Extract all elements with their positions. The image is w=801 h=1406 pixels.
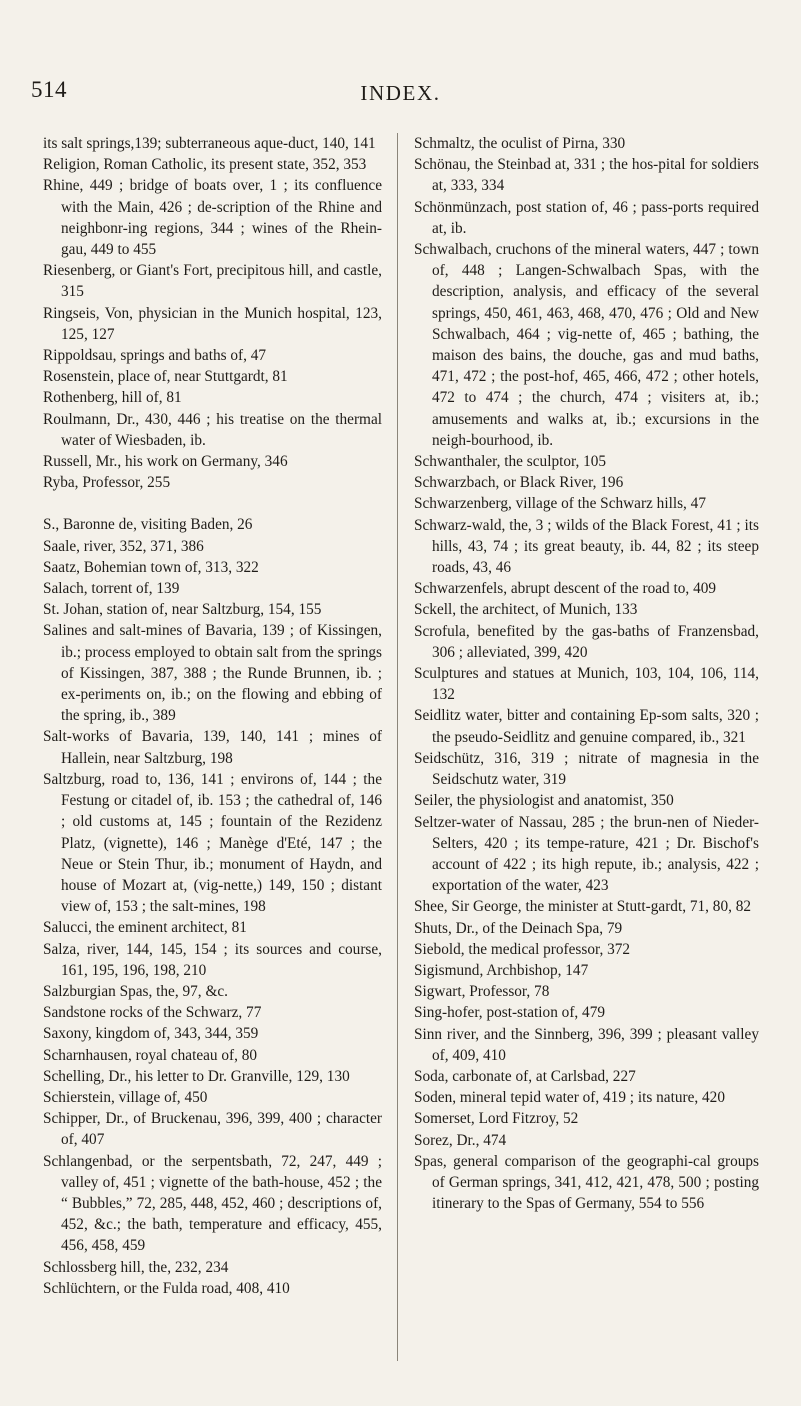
index-entry: Schlossberg hill, the, 232, 234	[43, 1258, 229, 1276]
index-entry: Soden, mineral tepid water of, 419 ; its nature, 420	[414, 1089, 725, 1107]
index-entry: Schelling, Dr., his letter to Dr. Granville, 129, 130	[43, 1067, 350, 1085]
index-entry: S., Baronne de, visiting Baden, 26	[43, 516, 253, 534]
index-entry: Spas, general comparison of the geographi-cal groups of German springs, 341, 412, 421, 478, 500 ; posting itinerary to the Spas of Germany, 554 to 556	[414, 1152, 759, 1213]
index-entry: Scrofula, benefited by the gas-baths of Franzensbad, 306 ; alleviated, 399, 420	[414, 622, 759, 661]
index-entry: Schwalbach, cruchons of the mineral waters, 447 ; town of, 448 ; Langen-Schwalbach Spas, with the description, analysis, and efficacy of the several springs, 450, 461, 463, 468, 470, 476 ; Old and New Schwalbach, 464 ; vig-nette of, 465 ; bathing, the maison des bains, the douche, gas and mud baths, 471, 472 ; the post-hof, 465, 466, 472 ; other hotels, 472 to 474 ; the church, 474 ; visiters at, ib.; amusements and walks at, ib.; excursions in the neigh-bourhood, ib.	[414, 241, 759, 449]
index-entry: Salines and salt-mines of Bavaria, 139 ; of Kissingen, ib.; process employed to obtain salt from the springs of Kissingen, 387, 388 ; the Runde Brunnen, ib. ; ex-periments on, ib.; on the flowing and ebbing of the spring, ib., 389	[43, 622, 382, 725]
index-entry: Rippoldsau, springs and baths of, 47	[43, 347, 267, 365]
index-entry: Schwarzbach, or Black River, 196	[414, 474, 624, 492]
index-entry: Scharnhausen, royal chateau of, 80	[43, 1046, 258, 1064]
index-entry: Schlangenbad, or the serpentsbath, 72, 247, 449 ; valley of, 451 ; vignette of the bath-house, 452 ; the “ Bubbles,” 72, 285, 448, 452, 460 ; descriptions of, 452, &c.; the bath, temperature and efficacy, 455, 456, 458, 459	[43, 1152, 382, 1255]
index-entry: Riesenberg, or Giant's Fort, precipitous hill, and castle, 315	[43, 262, 382, 301]
index-entry: Seidschütz, 316, 319 ; nitrate of magnesia in the Seidschutz water, 319	[414, 749, 759, 789]
index-entry: Sandstone rocks of the Schwarz, 77	[43, 1004, 262, 1022]
index-entry: Schönmünzach, post station of, 46 ; pass-ports required at, ib.	[414, 198, 759, 237]
index-entry: Sigismund, Archbishop, 147	[414, 961, 589, 979]
index-entry: Sing-hofer, post-station of, 479	[414, 1004, 606, 1022]
index-entry: Roulmann, Dr., 430, 446 ; his treatise on the thermal water of Wiesbaden, ib.	[43, 410, 382, 449]
index-entry: its salt springs,139; subterraneous aque-duct, 140, 141	[43, 135, 376, 152]
index-entry: Sigwart, Professor, 78	[414, 983, 550, 1001]
index-entry: Sckell, the architect, of Munich, 133	[414, 601, 638, 619]
index-entry: Salach, torrent of, 139	[43, 580, 180, 598]
index-entry: Somerset, Lord Fitzroy, 52	[414, 1110, 579, 1128]
index-column-left	[43, 133, 382, 1299]
index-column-right	[414, 133, 759, 1214]
index-entry: Russell, Mr., his work on Germany, 346	[43, 453, 288, 471]
index-entry: Schwarz-wald, the, 3 ; wilds of the Black Forest, 41 ; its hills, 43, 74 ; its great beauty, ib. 44, 82 ; its steep roads, 43, 46	[414, 516, 759, 577]
index-entry: Sculptures and statues at Munich, 103, 104, 106, 114, 132	[414, 665, 759, 704]
index-entry: Siebold, the medical professor, 372	[414, 940, 631, 958]
index-entry: Saatz, Bohemian town of, 313, 322	[43, 558, 259, 576]
index-entry: Seiler, the physiologist and anatomist, 350	[414, 792, 674, 810]
index-entry: Ryba, Professor, 255	[43, 474, 171, 492]
index-entry: Saale, river, 352, 371, 386	[43, 537, 204, 555]
index-entry: Seidlitz water, bitter and containing Ep-som salts, 320 ; the pseudo-Seidlitz and genuine compared, ib., 321	[414, 707, 759, 746]
index-entry: Soda, carbonate of, at Carlsbad, 227	[414, 1067, 636, 1085]
index-entry: Schwarzenberg, village of the Schwarz hills, 47	[414, 495, 706, 513]
index-entry: Saxony, kingdom of, 343, 344, 359	[43, 1025, 259, 1043]
index-entry: Sinn river, and the Sinnberg, 396, 399 ; pleasant valley of, 409, 410	[414, 1025, 759, 1064]
index-entry: Religion, Roman Catholic, its present state, 352, 353	[43, 156, 367, 174]
index-entry: Sorez, Dr., 474	[414, 1131, 507, 1149]
page-number: 514	[31, 77, 67, 102]
index-entry: Salucci, the eminent architect, 81	[43, 919, 247, 937]
index-entry: Saltzburg, road to, 136, 141 ; environs of, 144 ; the Festung or citadel of, ib. 153 ; the cathedral of, 146 ; old customs at, 145 ; fountain of the Rezidenz Platz, (vignette), 146 ; Manège d'Eté, 147 ; the Neue or Stein Thur, ib.; monument of Haydn, and house of Mozart at, (vig-nette,) 149, 150 ; distant view of, 153 ; the salt-mines, 198	[43, 770, 382, 916]
index-entry: Rothenberg, hill of, 81	[43, 389, 182, 407]
index-entry: Schipper, Dr., of Bruckenau, 396, 399, 400 ; character of, 407	[43, 1110, 382, 1149]
index-entry: Rosenstein, place of, near Stuttgardt, 81	[43, 368, 288, 386]
index-entry: Ringseis, Von, physician in the Munich hospital, 123, 125, 127	[43, 304, 382, 343]
index-entry: Seltzer-water of Nassau, 285 ; the brun-nen of Nieder-Selters, 420 ; its tempe-rature, 421 ; Dr. Bischof's account of 422 ; its high repute, ib.; analysis, 422 ; exportation of the water, 423	[414, 813, 759, 895]
index-entry: Schönau, the Steinbad at, 331 ; the hos-pital for soldiers at, 333, 334	[414, 156, 759, 195]
column-divider	[397, 133, 398, 1361]
index-entry: Salt-works of Bavaria, 139, 140, 141 ; mines of Hallein, near Saltzburg, 198	[43, 728, 382, 767]
index-entry: Schlüchtern, or the Fulda road, 408, 410	[43, 1279, 290, 1297]
index-entry: St. Johan, station of, near Saltzburg, 154, 155	[43, 601, 322, 619]
index-entry: Schierstein, village of, 450	[43, 1088, 208, 1106]
index-entry: Shuts, Dr., of the Deinach Spa, 79	[414, 919, 623, 937]
index-entry: Salzburgian Spas, the, 97, &c.	[43, 982, 228, 1000]
index-entry: Schmaltz, the oculist of Pirna, 330	[414, 135, 626, 152]
index-entry: Salza, river, 144, 145, 154 ; its sources and course, 161, 195, 196, 198, 210	[43, 940, 382, 979]
index-entry: Schwanthaler, the sculptor, 105	[414, 453, 607, 471]
index-entry: Schwarzenfels, abrupt descent of the road to, 409	[414, 580, 717, 598]
index-entry: Rhine, 449 ; bridge of boats over, 1 ; its confluence with the Main, 426 ; de-scription of the Rhine and neighbonr-ing regions, 344 ; wines of the Rhein-gau, 449 to 455	[43, 177, 382, 259]
running-head: INDEX.	[360, 81, 441, 105]
index-entry: Shee, Sir George, the minister at Stutt-gardt, 71, 80, 82	[414, 898, 752, 916]
